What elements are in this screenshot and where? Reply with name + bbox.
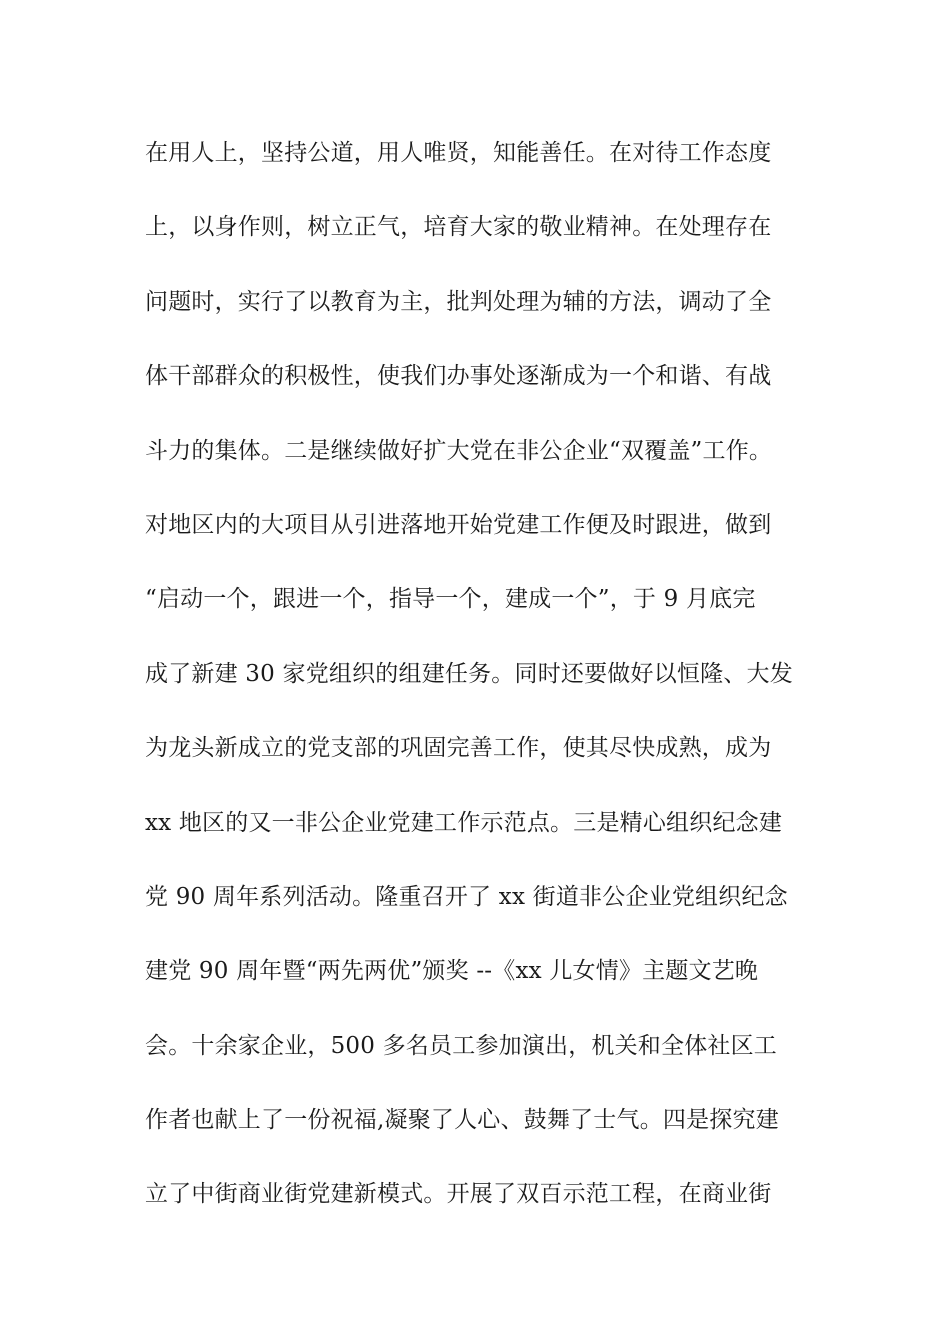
text-line: 在用人上，坚持公道，用人唯贤，知能善任。在对待工作态度	[145, 140, 772, 166]
text-line: “启动一个，跟进一个，指导一个，建成一个”，于 9 月底完	[145, 586, 756, 613]
text-line: xx 地区的又一非公企业党建工作示范点。三是精心组织纪念建	[145, 809, 783, 836]
body-text	[145, 133, 815, 1249]
text-line: 为龙头新成立的党支部的巩固完善工作，使其尽快成熟，成为	[145, 735, 772, 762]
text-line: 成了新建 30 家党组织的组建任务。同时还要做好以恒隆、大发	[145, 660, 793, 687]
text-line: 建党 90 周年暨“两先两优”颁奖 --《xx 儿女情》主题文艺晚	[145, 958, 759, 985]
text-line: 立了中街商业街党建新模式。开展了双百示范工程，在商业街	[145, 1181, 772, 1208]
text-line: 党 90 周年系列活动。隆重召开了 xx 街道非公企业党组织纪念	[145, 883, 788, 910]
text-line: 作者也献上了一份祝福,凝聚了人心、鼓舞了士气。四是探究建	[145, 1107, 779, 1134]
text-line: 体干部群众的积极性，使我们办事处逐渐成为一个和谐、有战	[145, 363, 772, 390]
text-line: 对地区内的大项目从引进落地开始党建工作便及时跟进，做到	[145, 511, 772, 538]
text-line: 问题时，实行了以教育为主，批判处理为辅的方法，调动了全	[145, 288, 772, 315]
text-line: 斗力的集体。二是继续做好扩大党在非公企业“双覆盖”工作。	[145, 437, 773, 464]
text-line: 会。十余家企业，500 多名员工参加演出，机关和全体社区工	[145, 1032, 778, 1059]
text-line: 上，以身作则，树立正气，培育大家的敬业精神。在处理存在	[145, 214, 772, 241]
